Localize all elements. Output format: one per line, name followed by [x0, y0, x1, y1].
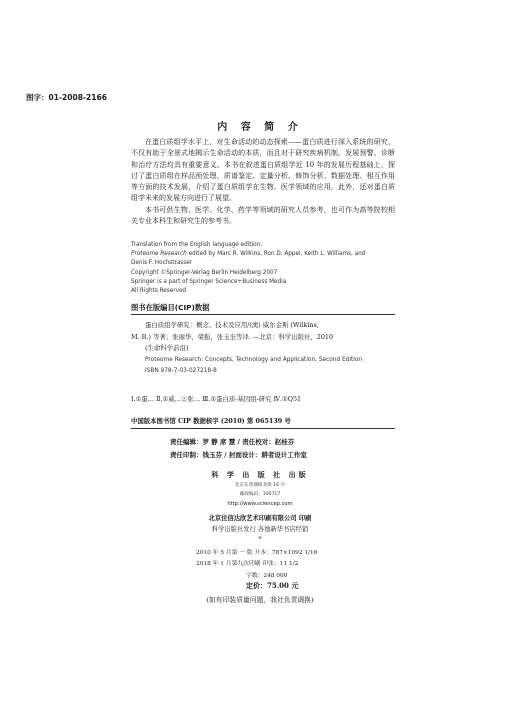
printing-line: 2018 年 1 月第九次印刷 印张：11 1/2 [196, 561, 299, 567]
english-line: Springer is a part of Springer Science+Business Media [131, 278, 287, 285]
publisher-name: 科 学 出 版 社 出版 [211, 470, 309, 479]
quality-note: (如有印装质量问题，我社负责调换) [206, 596, 314, 604]
english-line: Copyright ©Springer-Verlag Berlin Heidelberg 2007 [131, 269, 278, 276]
english-book-title: Proteome Research [131, 251, 187, 258]
cip-record-number: 中国版本图书馆 CIP 数据核字 (2010) 第 065139 号 [131, 417, 291, 425]
cip-isbn: ISBN 978-7-03-027218-8 [145, 368, 217, 374]
editor-line: 责任编辑：罗 静 席 慧 / 责任校对：赵桂芬 [170, 438, 295, 446]
english-line: All Rights Reserved [131, 288, 187, 295]
edition-line: 2010 年 5 月第 一 版 开本：787×1092 1/16 [196, 550, 318, 556]
english-line: Proteome Research edited by Marc R. Wilkins, Ron D. Appel, Keith L. Williams, and [131, 251, 366, 258]
english-edition-notice [131, 241, 365, 296]
copyright-registration-number: 图字：01-2008-2166 [26, 93, 107, 102]
separator-star: * [258, 536, 262, 543]
cip-record [131, 320, 395, 378]
word-count: 字数：248 000 [246, 573, 288, 579]
distribution-line: 科学出版社发行 各地新华书店经销 [211, 526, 309, 533]
english-line: Translation from the English language edition: [131, 242, 263, 248]
cip-english-title: Proteome Research: Concepts, Technology and Application, Second Edition [145, 356, 363, 363]
publisher-url: http://www.sciencep.com [227, 501, 293, 507]
summary-title: 内 容 简 介 [217, 122, 303, 133]
cip-heading: 图书在版编目(CIP)数据 [131, 303, 210, 312]
summary-paragraph: 在蛋白质组学水平上，对生命活动的动态探索——蛋白质进行深入系统的研究，不仅有助于全景式地揭示生命活动的本质，而且对于研究疾病机制、发展预警、诊断和治疗方法均具有重要意义。本书在叙述蛋白质组学近 10 年的发展历程基础上，探讨了蛋白质组在样品预处理、质谱鉴定、定量分析、修饰分析、数据处理、相互作用等方面的技术发展，介绍了蛋白质组学在生物、医学领域的应用。此外，还对蛋白质组学未来的发展方向进行了展望。 [131, 138, 395, 203]
cip-top-rule [131, 314, 395, 315]
cip-title-line: 蛋白质组学研究：概念、技术及应用/(澳) 威尔金斯 (Wilkins, [145, 321, 319, 329]
summary-paragraph: 本书可供生物、医学、化学、药学等领域的研究人员参考，也可作为高等院校相关专业本科生和研究生的参考书。 [131, 205, 395, 226]
price: 定价：75.00 元 [246, 581, 299, 590]
production-line: 责任印制：钱玉芬 / 封面设计：耕者设计工作室 [170, 451, 307, 459]
cip-subject-index: Ⅰ.①蛋… Ⅱ.①威…②张… Ⅲ.①蛋白质-基因组-研究 Ⅳ.①Q51 [131, 395, 302, 403]
cip-author-line: M. R.) 等著；张丽华，梁振，张玉奎等译. —北京：科学出版社，2010 [131, 332, 334, 341]
publisher-postcode: 邮政编码：100717 [239, 492, 281, 497]
english-line: Denis F. Hochstrasser [131, 260, 193, 267]
cip-series-line: (生命科学前沿) [145, 344, 189, 352]
summary-body [131, 137, 395, 227]
publisher-address: 北京东黄城根北街 16 号 [234, 483, 286, 488]
cip-bottom-rule [131, 428, 395, 429]
printer-line: 北京住信达欣艺术印刷有限公司 印刷 [208, 515, 312, 522]
